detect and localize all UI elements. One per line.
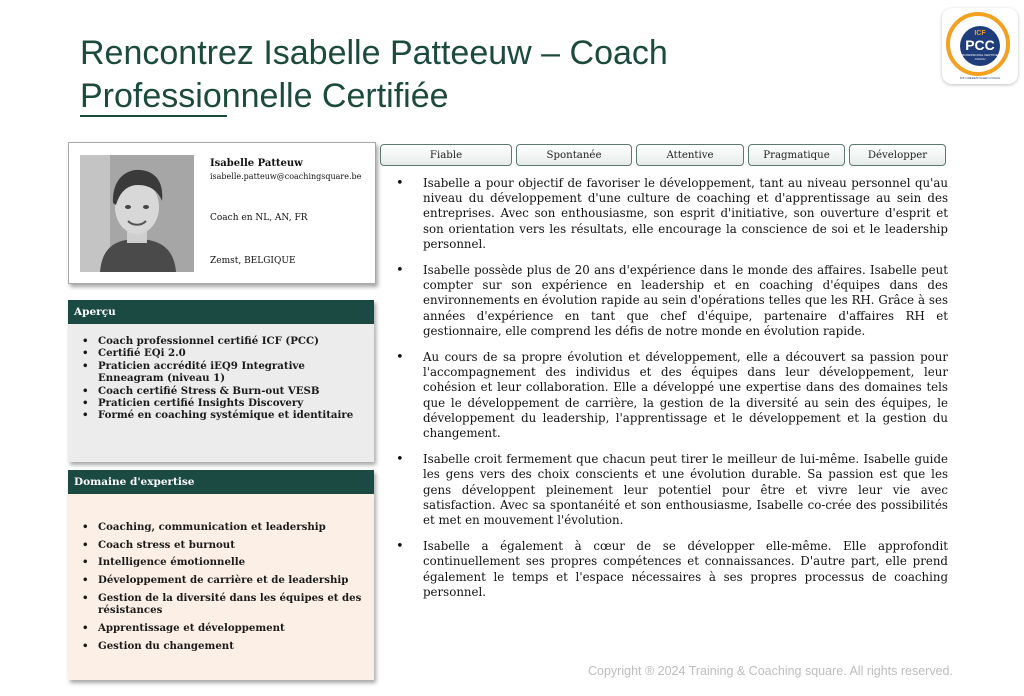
list-item: • Certifié EQi 2.0 xyxy=(82,347,372,359)
badge-org: ICF xyxy=(974,30,986,37)
list-item: • Formé en coaching systémique et identitaire xyxy=(82,409,372,421)
list-item: • Coach stress et burnout xyxy=(82,539,372,551)
icf-pcc-badge xyxy=(942,8,1018,84)
profile-email[interactable]: isabelle.patteuw@coachingsquare.be xyxy=(210,172,362,181)
apercu-panel xyxy=(68,324,374,462)
list-item: • Gestion de la diversité dans les équipes et des résistances xyxy=(82,592,372,617)
copyright-notice: Copyright ® 2024 Training & Coaching square. All rights reserved. xyxy=(588,664,953,678)
trait-tag-pragmatique: Pragmatique xyxy=(748,144,845,166)
list-item: • Praticien certifié Insights Discovery xyxy=(82,397,372,409)
trait-tag-attentive: Attentive xyxy=(636,144,744,166)
list-item: • Coaching, communication et leadership xyxy=(82,521,372,533)
badge-subtitle: PROFESSIONAL CERTIFIED COACH xyxy=(960,53,1000,61)
trait-tag-fiable: Fiable xyxy=(380,144,512,166)
expertise-heading: Domaine d'expertise xyxy=(68,470,374,494)
expertise-panel xyxy=(68,494,374,680)
bio-paragraph: • Isabelle a également à cœur de se développer elle-même. Elle approfondit continuellement ses propres compétences et connaissances. D'autre part, elle prend également le temps et l'espace nécessaires à ses propres processus de coaching personnel. xyxy=(396,539,948,600)
profile-photo xyxy=(80,155,194,272)
badge-ring xyxy=(946,12,1010,76)
list-item: • Développement de carrière et de leadership xyxy=(82,574,372,586)
profile-name: Isabelle Patteuw xyxy=(210,158,303,169)
bio-paragraph: • Isabelle croit fermement que chacun peut tirer le meilleur de lui-même. Isabelle guide les gens vers des choix conscients et une évolution durable. Sa passion est que les gens développent pleinement leur potentiel pour être et vivre leur vie avec satisfaction. Avec sa spontanéité et son enthousiasme, Isabelle co-crée des possibilités et met en mouvement l'évolution. xyxy=(396,452,948,528)
trait-tag-developper: Développer xyxy=(849,144,946,166)
expertise-list xyxy=(82,521,372,657)
bio-paragraph: • Isabelle a pour objectif de favoriser le développement, tant au niveau personnel qu'au niveau du développement d'une culture de coaching et d'apprentissage au sein des entreprises. Avec son enthousiasme, son esprit d'initiative, son ouverture d'esprit et son orientation vers les résultats, elle encourage la conscience de soi et le leadership personnel. xyxy=(396,176,948,252)
list-item: • Intelligence émotionnelle xyxy=(82,556,372,568)
apercu-heading: Aperçu xyxy=(68,300,374,324)
list-item: • Coach professionnel certifié ICF (PCC) xyxy=(82,335,372,347)
bio-paragraph: • Au cours de sa propre évolution et développement, elle a découvert sa passion pour l'accompagnement des individus et des équipes dans leur développement, leur cohésion et leur collaboration. Elle a développé une expertise dans des domaines tels que le développement de carrière, la gestion de la diversité au sein des équipes, le développement du leadership, l'apprentissage et le développement et la gestion du changement. xyxy=(396,350,948,441)
badge-ring-text: ICF CREDENTIALED COACH xyxy=(959,76,1001,80)
apercu-list xyxy=(82,335,372,422)
badge-emblem xyxy=(960,26,1000,66)
list-item: • Apprentissage et développement xyxy=(82,622,372,634)
badge-credential: PCC xyxy=(965,37,995,53)
bio-paragraphs xyxy=(396,176,948,611)
list-item: • Coach certifié Stress & Burn-out VESB xyxy=(82,385,372,397)
portrait-icon xyxy=(80,155,194,272)
list-item: • Gestion du changement xyxy=(82,640,372,652)
bio-paragraph: • Isabelle possède plus de 20 ans d'expérience dans le monde des affaires. Isabelle peut compter sur son expérience en leadership et en coaching d'équipes dans des environnements en évolution rapide au sein d'opérations telles que les RH. Grâce à ses années d'expérience en tant que chef d'équipe, partenaire d'affaires RH et gestionnaire, elle comprend les défis de notre monde en évolution rapide. xyxy=(396,263,948,339)
profile-card xyxy=(68,142,376,284)
title-underline xyxy=(80,115,227,117)
trait-tag-spontanee: Spontanée xyxy=(516,144,632,166)
profile-location: Zemst, BELGIQUE xyxy=(210,256,296,266)
profile-languages: Coach en NL, AN, FR xyxy=(210,213,308,223)
page-title: Rencontrez Isabelle Patteeuw – Coach Professionnelle Certifiée xyxy=(80,34,668,115)
list-item: • Praticien accrédité iEQ9 Integrative Enneagram (niveau 1) xyxy=(82,360,372,385)
